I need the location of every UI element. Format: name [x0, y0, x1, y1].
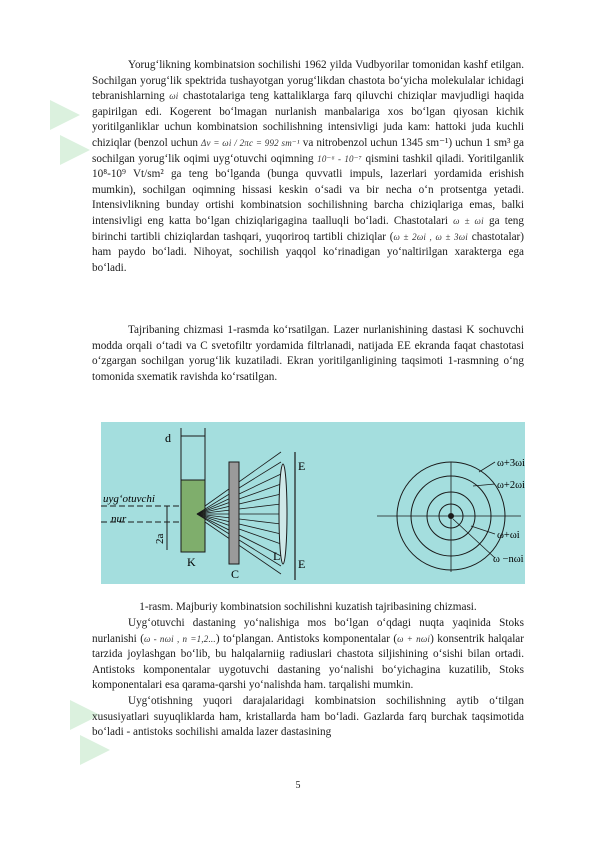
label-ring4: ω −nωi	[493, 554, 524, 565]
text-run: Uyg‘otuvchi dastaning yo‘nalishiga mos bo‘lgan o‘qdagi nuqta yaqinida Stoks nurlanishi (	[92, 617, 524, 645]
text-run: chastotalariga teng kattaliklarga farq qiluvchi chiziqlar mavjudligi haqida gapirilgan edi. Kogerent bo‘lmagan nurlanish manbalariga xos bo‘lgan qiyosan kichik yoritilganliklar uchun kombinatsion sochilishning intensivligi juda kam: hattoki juda kuchli chiziqlar (benzol uchun	[92, 90, 524, 149]
text-run: Yorug‘likning kombinatsion sochilishi 1962 yilda Vudbyorilar tomonidan kashf etilgan. Sochilgan yorug‘lik spektrida tushayotgan yorug‘likdan chastota bo‘yicha molekulalar ichidagi tebranishlarning	[92, 59, 524, 103]
formula-ratio: 10⁻⁶ - 10⁻⁷	[317, 153, 363, 164]
formula-first-order: ω ± ωi	[453, 215, 484, 226]
label-beam-line2: nur	[111, 513, 127, 525]
paragraph-intro	[92, 58, 524, 276]
leader-ring3	[471, 526, 495, 534]
text-run: ga teng birinchi tartibli chiziqlardan tashqari, yuqoriroq tartibli chiziqlar (	[92, 214, 524, 243]
label-ring2: ω+2ωi	[497, 480, 525, 491]
page-number: 5	[295, 780, 301, 791]
paragraph-stokes	[92, 616, 524, 741]
label-K: K	[187, 555, 196, 569]
figure-diagram	[101, 422, 525, 584]
label-E-top: E	[298, 459, 306, 473]
paragraph-properties: Uyg‘otishning yuqori darajalaridagi kombinatsion sochilishning aytib o‘tilgan xususiyatlari suyuqliklarda ham, kristallarda ham bo‘ladi. Gazlarda farq burchak taqsimotida bo‘ladi - antistoks sochilishi amalda lazer dastasining	[92, 694, 524, 739]
label-d: d	[165, 431, 171, 445]
formula-higher-order: ω ± 2ωi , ω ± 3ωi	[393, 231, 468, 242]
paragraph-experiment	[92, 323, 524, 385]
label-2a: 2a	[154, 533, 166, 544]
leader-ring1	[479, 462, 495, 472]
filter-C	[229, 462, 239, 564]
formula-antistokes: ω + nωi	[397, 633, 431, 644]
label-L: L	[273, 549, 281, 563]
formula-wavenumber: Δν = ωi / 2πc = 992 sm⁻¹	[201, 137, 300, 148]
center-dot	[448, 513, 454, 519]
label-ring3: ω+ωi	[497, 530, 520, 541]
text-run: va nitrobenzol uchun 1345 sm⁻¹) uchun 1 sm³ ga sochilgan yorug‘lik oqimi uyg‘otuvchi oqimning	[92, 136, 524, 165]
figure-caption: 1-rasm. Majburiy kombinatsion sochilishni kuzatish tajribasining chizmasi.	[139, 601, 477, 613]
formula-stokes: ω - nωi , n =1,2...	[143, 633, 216, 644]
label-beam-line1: uyg‘otuvchi	[103, 493, 155, 505]
text-run: qismini tashkil qiladi. Yoritilganlik 10⁸-10⁹ Vt/sm² ga teng bo‘lganda (bunga quvvatli impuls, lazerlari yordamida erishish mumkin), sochilgan oqimning hissasi keskin o‘sadi va bir necha o‘n protsentga yetadi. Intensivlikning bunday ortishi kombinatsion sochilishning barcha chiziqlariga emas, balki intensivligi eng katta bo‘lgan chiziqlarigagina taalluqli bo‘ladi. Chastotalari	[92, 152, 524, 227]
text-run: chastotalar) ham paydo bo‘ladi. Nihoyat, sochilish yaqqol ko‘rinadigan yo‘naltirilgan xarakterga ega bo‘ladi.	[92, 230, 524, 274]
formula-omega-i: ωi	[169, 91, 179, 102]
label-E-bottom: E	[298, 557, 306, 571]
watermark-logo-left	[40, 90, 100, 170]
paragraph-text: Tajribaning chizmasi 1-rasmda ko‘rsatilgan. Lazer nurlanishining dastasi K sochuvchi modda orqali o‘tadi va C svetofiltr yordamida filtrlanadi, natijada EE ekranda faqat chastotasi o‘zgargan sochilgan yorug‘lik kuzatiladi. Ekran yoritilganligining taqsimoti 1-rasmning o‘ng tomonida sxematik ravishda ko‘rsatilgan.	[92, 324, 524, 383]
label-ring1: ω+3ωi	[497, 458, 525, 469]
text-run: ) to‘plangan. Antistoks komponentalar (	[215, 632, 398, 645]
text-run: ) konsentrik halqalar tarzida joylashgan bo‘lib, bu halqalarniig radiuslari chastota siljishining o‘sishi bilan ortadi. Antistoks komponentalar uygotuvchi dastaning yo‘nalishi bo‘yichagina kuzatilib, Stoks komponentalari esa qarama-qarshi yo‘nalishda ham. tarqalishi mumkin.	[92, 632, 524, 692]
label-C: C	[231, 567, 240, 581]
diagram-svg	[101, 422, 525, 584]
